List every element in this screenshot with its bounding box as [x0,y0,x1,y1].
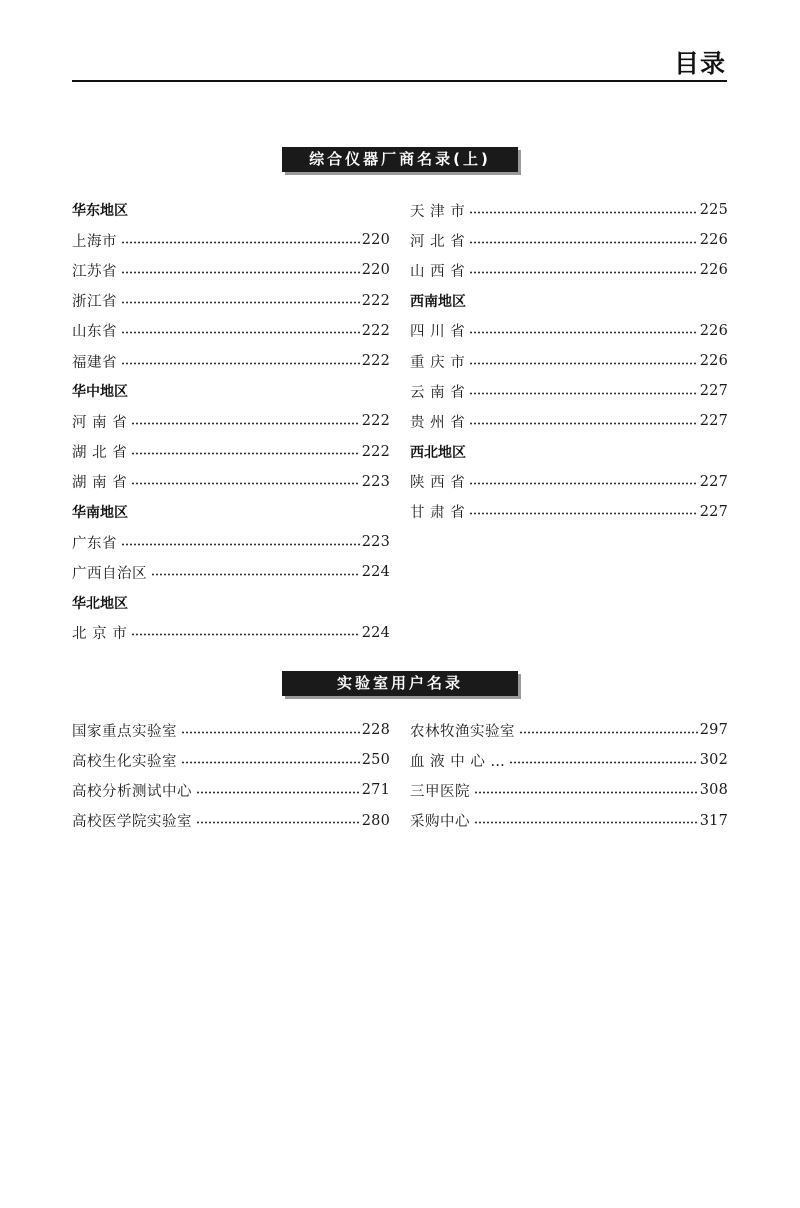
header-divider [72,80,727,82]
toc-entry[interactable] [410,255,728,285]
region-heading: 华北地区 [72,595,128,612]
dot-leader [131,422,360,425]
page-number: 297 [699,722,728,739]
page-number: 224 [361,624,390,641]
toc-entry[interactable] [72,316,390,346]
region-heading: 华中地区 [72,384,128,401]
page-number: 226 [699,262,728,279]
page-number: 220 [361,262,390,279]
toc-entry[interactable] [72,286,390,316]
toc-entry[interactable] [72,255,390,285]
toc-entry[interactable] [72,618,390,648]
entry-name: 江苏省 [72,263,117,280]
dot-leader [181,761,360,764]
page-number: 271 [361,782,390,799]
toc-entry[interactable] [410,225,728,255]
dot-leader [121,362,360,365]
toc-entry[interactable] [410,745,728,775]
toc-entry[interactable] [72,527,390,557]
entry-name: 甘 肃 省 [410,505,466,522]
toc-entry[interactable] [410,497,728,527]
entry-name: 浙江省 [72,294,117,311]
page-number: 317 [699,812,728,829]
entry-name: 北 京 市 [72,626,128,643]
entry-name: 湖 南 省 [72,475,128,492]
entry-name: 采购中心 [410,814,470,831]
toc-entry[interactable] [72,775,390,805]
entry-name: 湖 北 省 [72,445,128,462]
toc-entry[interactable] [72,806,390,836]
toc-entry[interactable] [72,346,390,376]
dot-leader [121,271,360,274]
page-number: 220 [361,232,390,249]
page-number: 308 [699,782,728,799]
page-number: 222 [361,292,390,309]
entry-name: 血 液 中 心 … [410,753,506,770]
dot-leader [509,761,697,764]
toc-column-right-section1 [410,195,728,527]
entry-name: 四 川 省 [410,324,466,341]
toc-column-right-section2 [410,715,728,836]
dot-leader [469,482,698,485]
dot-leader [469,241,698,244]
toc-entry[interactable] [410,376,728,406]
toc-column-left-section2 [72,715,390,836]
dot-leader [131,482,360,485]
toc-entry[interactable] [410,195,728,225]
dot-leader [131,633,360,636]
dot-leader [121,543,360,546]
page-number: 224 [361,564,390,581]
page-number: 222 [361,413,390,430]
page-number: 222 [361,353,390,370]
page-number: 227 [699,503,728,520]
dot-leader [131,452,360,455]
page-number: 227 [699,383,728,400]
region-heading: 华东地区 [72,203,128,220]
dot-leader [121,331,360,334]
page-number: 222 [361,322,390,339]
toc-entry[interactable] [72,557,390,587]
page-number: 223 [361,473,390,490]
dot-leader [181,731,360,734]
toc-entry[interactable] [72,715,390,745]
toc-entry[interactable] [410,346,728,376]
toc-entry[interactable] [410,775,728,805]
entry-name: 广东省 [72,535,117,552]
toc-column-left-section1 [72,195,390,648]
region-heading: 华南地区 [72,504,128,521]
entry-name: 上海市 [72,233,117,250]
page-number: 250 [361,752,390,769]
dot-leader [151,573,360,576]
entry-name: 三甲医院 [410,783,470,800]
entry-name: 河 南 省 [72,414,128,431]
dot-leader [469,331,698,334]
page-number: 280 [361,812,390,829]
entry-name: 农林牧渔实验室 [410,723,515,740]
dot-leader [469,362,698,365]
page-number: 227 [699,473,728,490]
page-number: 226 [699,353,728,370]
dot-leader [196,821,360,824]
section-banner-lab-users: 实验室用户名录 [282,671,518,696]
entry-name: 河 北 省 [410,233,466,250]
dot-leader [474,791,698,794]
toc-entry[interactable] [72,437,390,467]
entry-name: 云 南 省 [410,384,466,401]
toc-entry[interactable] [72,745,390,775]
toc-entry[interactable] [72,467,390,497]
dot-leader [469,512,698,515]
entry-name: 山 西 省 [410,263,466,280]
page-number: 227 [699,413,728,430]
dot-leader [519,731,698,734]
entry-name: 高校分析测试中心 [72,783,192,800]
dot-leader [121,301,360,304]
entry-name: 广西自治区 [72,565,147,582]
region-heading: 西南地区 [410,293,466,310]
toc-entry[interactable] [410,467,728,497]
page-number: 226 [699,322,728,339]
page-number: 223 [361,534,390,551]
dot-leader [469,392,698,395]
entry-name: 天 津 市 [410,203,466,220]
dot-leader [469,211,698,214]
entry-name: 高校生化实验室 [72,753,177,770]
page-number: 225 [699,202,728,219]
section-banner-manufacturers: 综合仪器厂商名录(上) [282,147,518,172]
toc-entry[interactable] [410,406,728,436]
page-number: 226 [699,232,728,249]
entry-name: 陕 西 省 [410,475,466,492]
toc-entry[interactable] [410,806,728,836]
dot-leader [121,241,360,244]
toc-entry[interactable] [410,715,728,745]
page-number: 222 [361,443,390,460]
toc-entry[interactable] [410,316,728,346]
entry-name: 国家重点实验室 [72,723,177,740]
entry-name: 重 庆 市 [410,354,466,371]
page-number: 302 [699,752,728,769]
dot-leader [474,821,698,824]
entry-name: 山东省 [72,324,117,341]
entry-name: 福建省 [72,354,117,371]
toc-entry[interactable] [72,225,390,255]
region-heading: 西北地区 [410,444,466,461]
dot-leader [469,271,698,274]
page-number: 228 [361,722,390,739]
entry-name: 贵 州 省 [410,414,466,431]
dot-leader [196,791,360,794]
page-title: 目录 [673,49,726,78]
dot-leader [469,422,698,425]
entry-name: 高校医学院实验室 [72,814,192,831]
toc-entry[interactable] [72,406,390,436]
